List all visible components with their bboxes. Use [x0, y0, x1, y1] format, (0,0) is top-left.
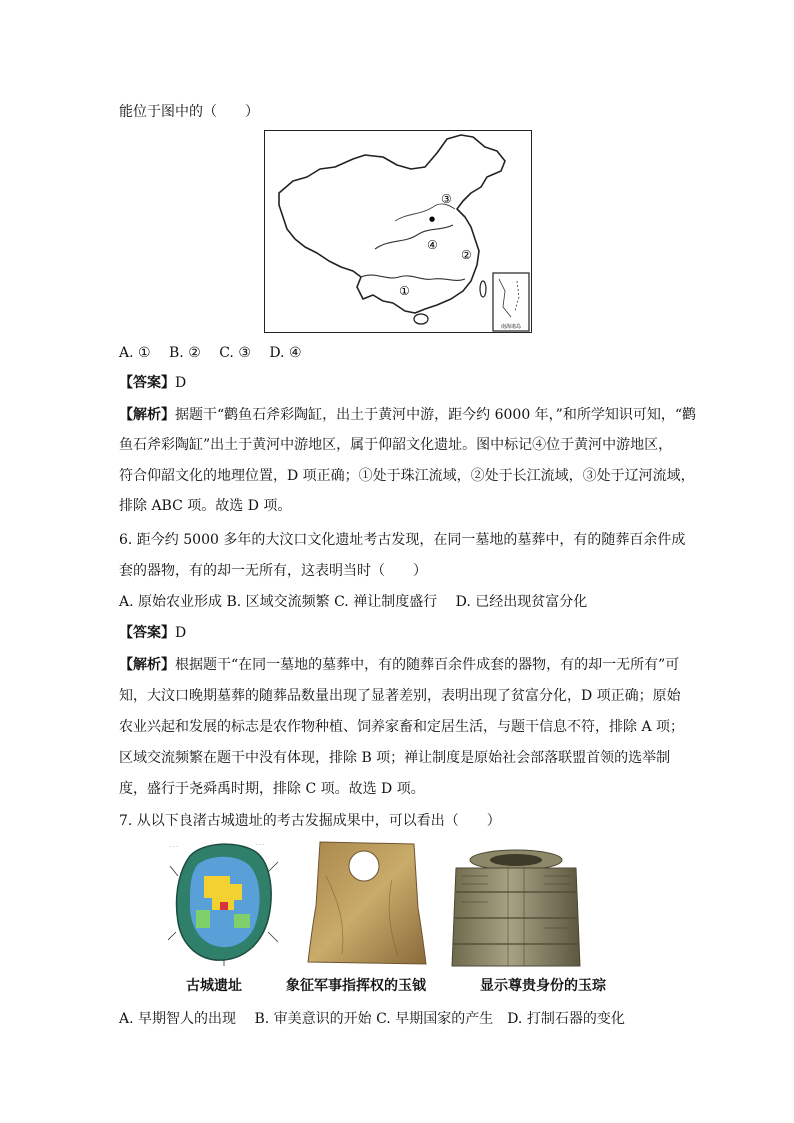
- q5-analysis-line-3: 符合仰韶文化的地理位置，D 项正确；①处于珠江流域，②处于长江流域，③处于辽河流域，: [119, 468, 695, 484]
- ancient-city-site-image: [168, 836, 280, 966]
- map-marker-3: ③: [441, 192, 452, 206]
- caption-jade-cong: 显示尊贵身份的玉琮: [480, 978, 606, 994]
- map-marker-1: ①: [399, 284, 410, 298]
- caption-ancient-city: 古城遗址: [186, 978, 242, 994]
- q6-analysis-line-4: 区域交流频繁在题干中没有体现，排除 B 项；禅让制度是原始社会部落联盟首领的选举制: [119, 750, 671, 766]
- q6-stem-line-1: 6. 距今约 5000 多年的大汶口文化遗址考古发现，在同一墓地的墓葬中，有的随葬百余件成: [119, 532, 686, 548]
- q6-analysis-line-1: 【解析】根据题干“在同一墓地的墓葬中，有的随葬百余件成套的器物，有的却一无所有”可: [119, 657, 680, 673]
- q7-options: A. 早期智人的出现 B. 审美意识的开始 C. 早期国家的产生 D. 打制石器的变化: [119, 1011, 625, 1027]
- q6-stem-line-2: 套的器物，有的却一无所有，这表明当时（ ）: [119, 563, 427, 579]
- q5-analysis-line-2: 鱼石斧彩陶缸”出土于黄河中游地区，属于仰韶文化遗址。图中标记④位于黄河中游地区，: [119, 437, 673, 453]
- q6-analysis-line-2: 知，大汶口晚期墓葬的随葬品数量出现了显著差别，表明出现了贫富分化，D 项正确；原始: [119, 688, 681, 704]
- map-marker-4: ④: [427, 238, 438, 252]
- q6-answer: 【答案】D: [119, 625, 187, 641]
- q5-answer: 【答案】D: [119, 375, 187, 391]
- jade-cong-image: [448, 848, 584, 974]
- q5-options: A. ① B. ② C. ③ D. ④: [119, 345, 302, 361]
- map-marker-2: ②: [461, 248, 472, 262]
- q6-options: A. 原始农业形成 B. 区域交流频繁 C. 禅让制度盛行 D. 已经出现贫富分化: [119, 594, 588, 610]
- svg-text:· · ·: · · ·: [170, 844, 178, 850]
- q5-analysis-line-1: 【解析】据题干“鹳鱼石斧彩陶缸，出土于黄河中游，距今约 6000 年，”和所学知识可知，“鹳: [119, 407, 696, 423]
- caption-jade-axe: 象征军事指挥权的玉钺: [286, 978, 426, 994]
- svg-text:· · ·: · · ·: [256, 842, 264, 848]
- q6-analysis-line-3: 农业兴起和发展的标志是农作物种植、饲养家畜和定居生活，与题干信息不符，排除 A 项；: [119, 719, 685, 735]
- svg-text:●: ●: [429, 215, 436, 223]
- q5-analysis-line-4: 排除 ABC 项。故选 D 项。: [119, 498, 292, 514]
- inset-label: 南海诸岛: [500, 324, 522, 330]
- china-outline-map: [265, 131, 531, 332]
- q6-analysis-line-5: 度，盛行于尧舜禹时期，排除 C 项。故选 D 项。: [119, 781, 425, 797]
- china-map: [264, 130, 532, 333]
- south-sea-inset: [493, 273, 529, 331]
- q7-stem: 7. 从以下良渚古城遗址的考古发掘成果中，可以看出（ ）: [119, 813, 501, 829]
- jade-axe-image: [306, 836, 428, 968]
- q5-stem: 能位于图中的（ ）: [119, 104, 259, 120]
